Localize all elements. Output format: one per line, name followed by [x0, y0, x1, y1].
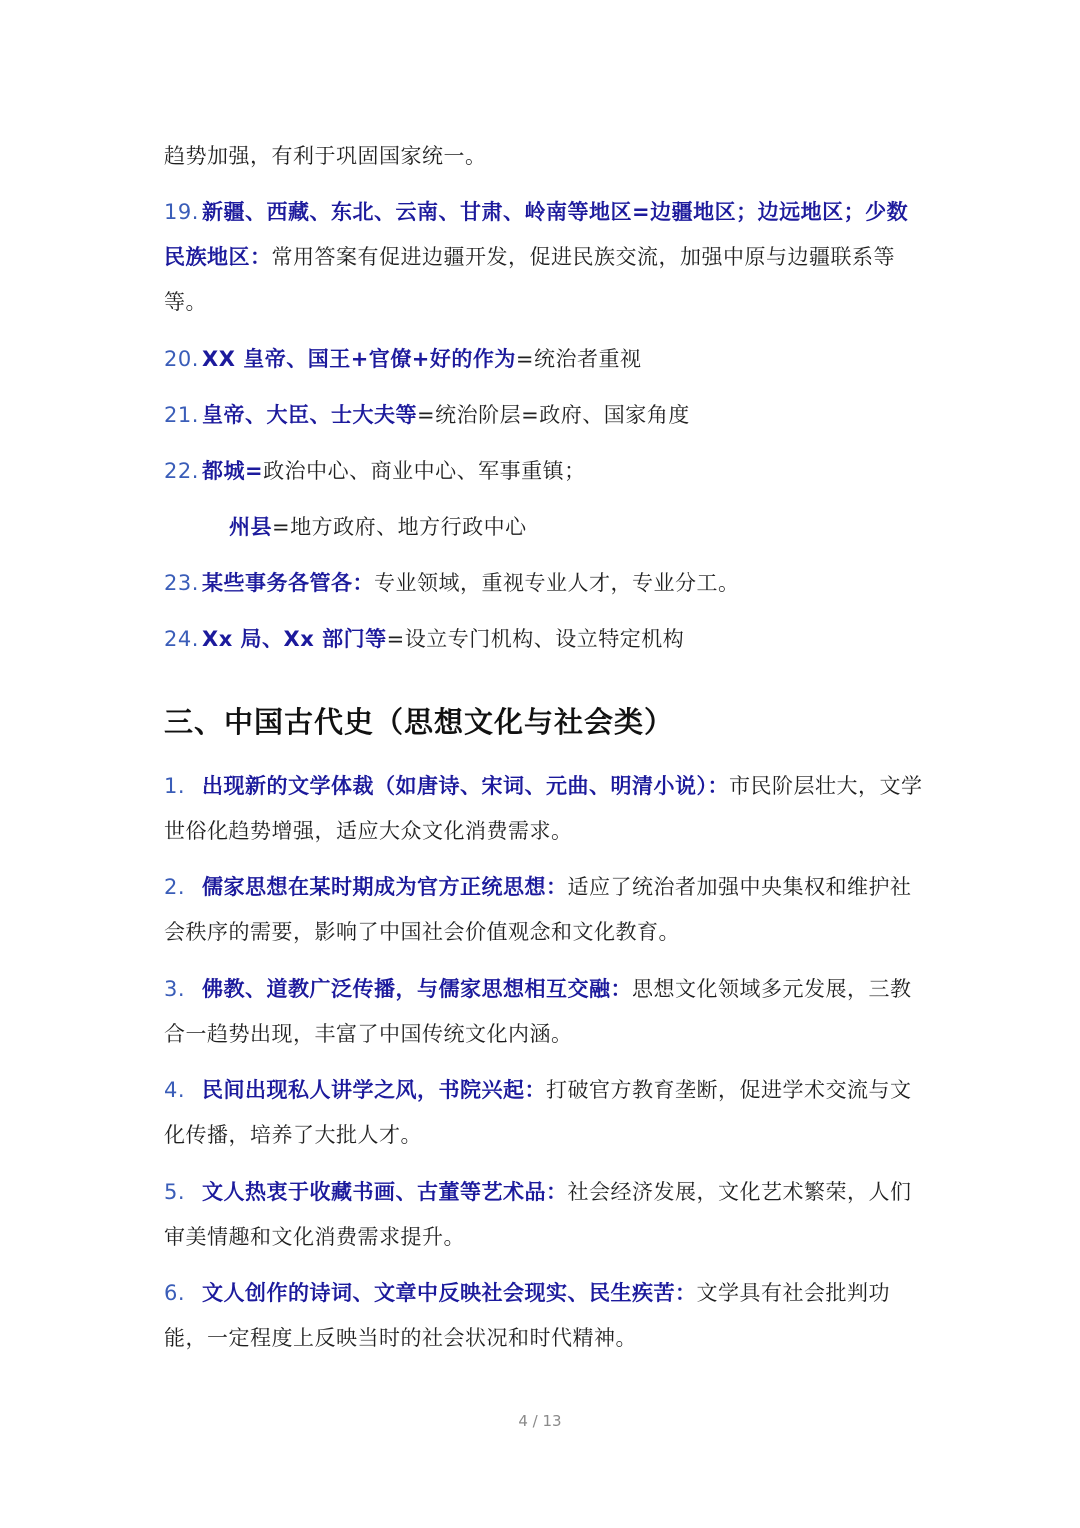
item-number: 2. [164, 875, 186, 899]
item-keyword: 儒家思想在某时期成为官方正统思想： [202, 875, 568, 899]
item-number: 20. [164, 347, 199, 371]
item-body: 政治中心、商业中心、军事重镇； [263, 459, 586, 483]
item-body: 思想文化领域多元发展，三教合一趋势出现，丰富了中国传统文化内涵。 [164, 977, 912, 1046]
intro-text: 趋势加强，有利于巩固国家统一。 [164, 144, 487, 168]
item-keyword: 皇帝、大臣、士大夫等 [202, 403, 417, 427]
item-number: 22. [164, 459, 199, 483]
list-item-19 [164, 190, 924, 325]
item-body: =地方政府、地方行政中心 [272, 515, 527, 539]
item-keyword: 文人创作的诗词、文章中反映社会现实、民生疾苦： [202, 1281, 697, 1305]
list-item-22-sub [229, 505, 989, 550]
item-keyword: 民间出现私人讲学之风，书院兴起： [202, 1078, 546, 1102]
list-item-20 [164, 337, 924, 382]
item-body: 适应了统治者加强中央集权和维护社会秩序的需要，影响了中国社会价值观念和文化教育。 [164, 875, 912, 944]
list-item-1 [164, 764, 924, 854]
item-body: 文学具有社会批判功能，一定程度上反映当时的社会状况和时代精神。 [164, 1281, 890, 1350]
item-number: 19. [164, 200, 199, 224]
section-heading: 三、中国古代史（思想文化与社会类） [164, 705, 675, 739]
item-body: =统治者重视 [515, 347, 642, 371]
list-item-2 [164, 865, 924, 955]
list-item-21 [164, 393, 924, 438]
item-keyword: 某些事务各管各： [202, 571, 374, 595]
list-item-3 [164, 967, 924, 1057]
item-number: 1. [164, 774, 186, 798]
page-indicator: 4 / 13 [518, 1412, 562, 1430]
item-number: 4. [164, 1078, 186, 1102]
item-keyword: Xx 局、Xx 部门等 [202, 627, 387, 651]
list-item-24 [164, 617, 924, 662]
list-item-6 [164, 1271, 924, 1361]
list-item-23 [164, 561, 924, 606]
item-keyword: 新疆、西藏、东北、云南、甘肃、岭南等地区=边疆地区；边远地区；少数民族地区： [164, 200, 909, 269]
item-body: 常用答案有促进边疆开发，促进民族交流，加强中原与边疆联系等等。 [164, 245, 895, 314]
item-number: 3. [164, 977, 186, 1001]
item-number: 24. [164, 627, 199, 651]
item-keyword: XX 皇帝、国王+官僚+好的作为 [202, 347, 516, 371]
item-body: 打破官方教育垄断，促进学术交流与文化传播，培养了大批人才。 [164, 1078, 912, 1147]
item-body: 市民阶层壮大，文学世俗化趋势增强，适应大众文化消费需求。 [164, 774, 923, 843]
list-item-4 [164, 1068, 924, 1158]
item-number: 5. [164, 1180, 186, 1204]
item-keyword: 州县 [229, 515, 272, 539]
item-number: 23. [164, 571, 199, 595]
item-keyword: 佛教、道教广泛传播，与儒家思想相互交融： [202, 977, 632, 1001]
item-body: =设立专门机构、设立特定机构 [386, 627, 685, 651]
list-item-22 [164, 449, 924, 494]
item-keyword: 出现新的文学体裁（如唐诗、宋词、元曲、明清小说）： [202, 774, 729, 798]
intro-paragraph [164, 134, 924, 179]
item-keyword: 都城= [202, 459, 264, 483]
item-number: 6. [164, 1281, 186, 1305]
item-body: 社会经济发展，文化艺术繁荣，人们审美情趣和文化消费需求提升。 [164, 1180, 912, 1249]
item-body: 专业领域，重视专业人才，专业分工。 [374, 571, 740, 595]
list-item-5 [164, 1170, 924, 1260]
item-number: 21. [164, 403, 199, 427]
item-body: =统治阶层=政府、国家角度 [417, 403, 690, 427]
item-keyword: 文人热衷于收藏书画、古董等艺术品： [202, 1180, 568, 1204]
